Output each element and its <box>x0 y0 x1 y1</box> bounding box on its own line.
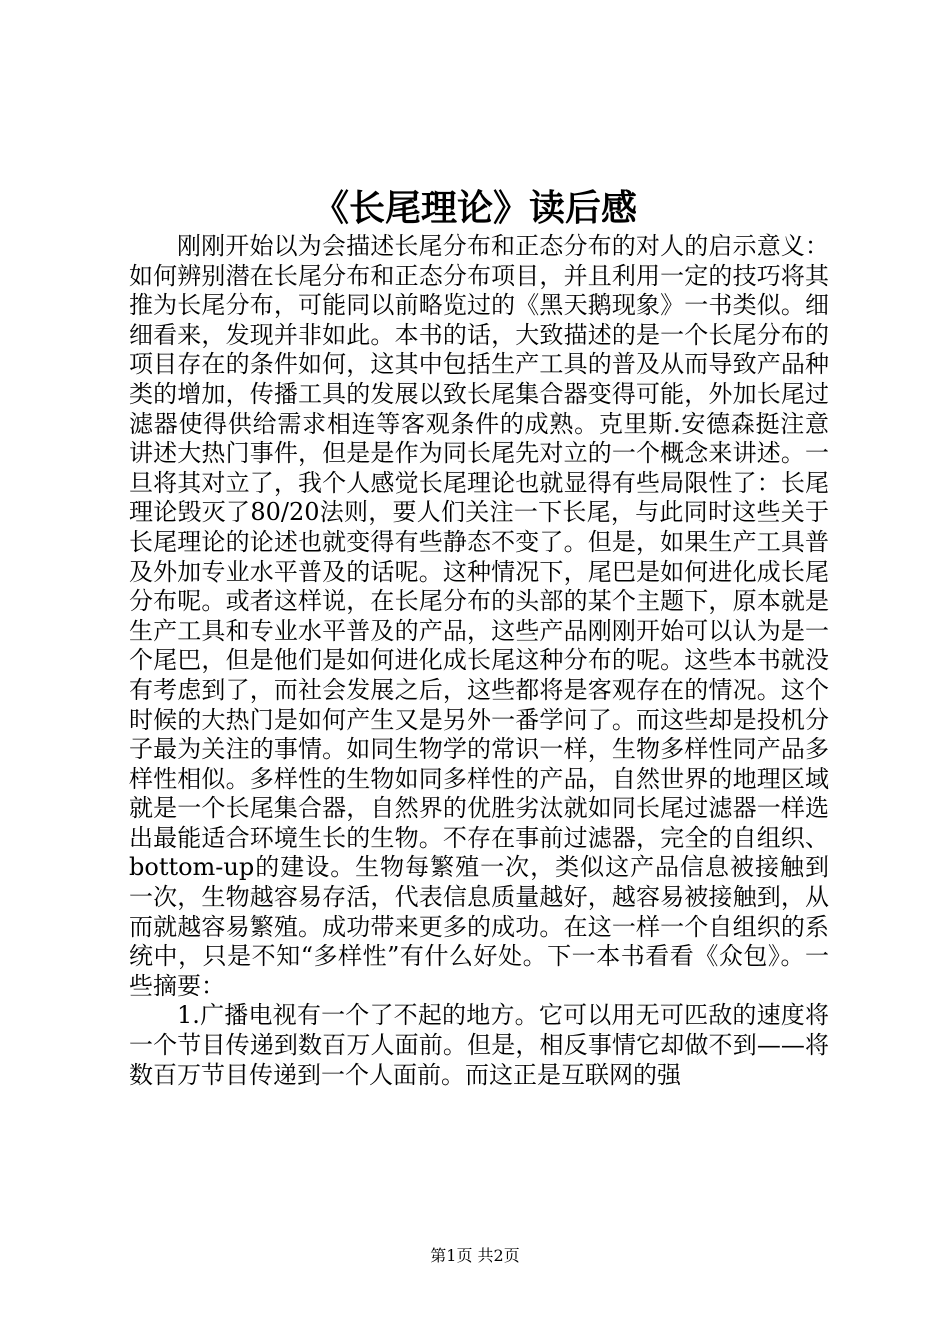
document-title: 《长尾理论》读后感 <box>312 187 637 229</box>
body-paragraph: 刚刚开始以为会描述长尾分布和正态分布的对人的启示意义：如何辨别潜在长尾分布和正态分布项目，并且利用一定的技巧将其推为长尾分布，可能同以前略览过的《黑天鹅现象》一书类似。细细看来，发现并非如此。本书的话，大致描述的是一个长尾分布的项目存在的条件如何，这其中包括生产工具的普及从而导致产品种类的增加，传播工具的发展以致长尾集合器变得可能，外加长尾过滤器使得供给需求相连等客观条件的成熟。克里斯.安德森挺注意讲述大热门事件，但是是作为同长尾先对立的一个概念来讲述。一旦将其对立了，我个人感觉长尾理论也就显得有些局限性了：长尾理论毁灭了80/20法则，要人们关注一下长尾，与此同时这些关于长尾理论的论述也就变得有些静态不变了。但是，如果生产工具普及外加专业水平普及的话呢。这种情况下，尾巴是如何进化成长尾分布呢。或者这样说，在长尾分布的头部的某个主题下，原本就是生产工具和专业水平普及的产品，这些产品刚刚开始可以认为是一个尾巴，但是他们是如何进化成长尾这种分布的呢。这些本书就没有考虑到了，而社会发展之后，这些都将是客观存在的情况。这个时候的大热门是如何产生又是另外一番学问了。而这些却是投机分子最为关注的事情。如同生物学的常识一样，生物多样性同产品多样性相似。多样性的生物如同多样性的产品，自然世界的地理区域就是一个长尾集合器，自然界的优胜劣汰就如同长尾过滤器一样选出最能适合环境生长的生物。不存在事前过滤器，完全的自组织、bottom-up的建设。生物每繁殖一次，类似这产品信息被接触到一次，生物越容易存活，代表信息质量越好，越容易被接触到，从而就越容易繁殖。成功带来更多的成功。在这一样一个自组织的系统中，只是不知“多样性”有什么好处。下一本书看看《众包》。一些摘要： <box>129 232 829 1000</box>
page-footer: 第1页 共2页 <box>430 1246 520 1265</box>
document-body <box>129 232 829 1090</box>
body-paragraph: 1.广播电视有一个了不起的地方。它可以用无可匹敌的速度将一个节目传递到数百万人面前。但是，相反事情它却做不到——将数百万节目传递到一个人面前。而这正是互联网的强 <box>129 1001 829 1089</box>
